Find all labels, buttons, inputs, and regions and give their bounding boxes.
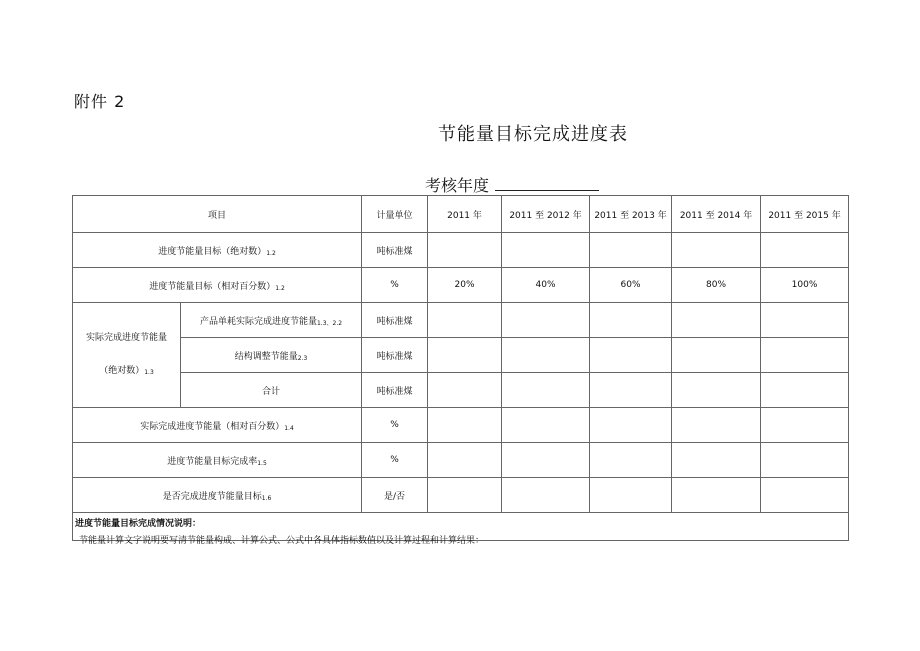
value-cell[interactable]	[761, 233, 849, 268]
value-cell[interactable]	[502, 408, 590, 443]
value-cell[interactable]	[590, 478, 672, 513]
row-unit: %	[362, 268, 428, 303]
header-2011-2012: 2011 至 2012 年	[502, 196, 590, 233]
value-cell[interactable]	[672, 408, 761, 443]
header-2011-2015: 2011 至 2015 年	[761, 196, 849, 233]
value-cell[interactable]	[428, 443, 502, 478]
attachment-label: 附件 2	[74, 92, 126, 111]
value-cell[interactable]	[672, 338, 761, 373]
value-cell[interactable]	[590, 303, 672, 338]
row-label: 是否完成进度节能量目标$_{1.6}$	[73, 478, 362, 513]
table-row	[73, 268, 849, 303]
header-unit: 计量单位	[362, 196, 428, 233]
value-cell[interactable]	[502, 478, 590, 513]
row-unit: 是/否	[362, 478, 428, 513]
row-label: 产品单耗实际完成进度节能量$_{1.3、2.2}$	[181, 303, 362, 338]
table-row	[73, 303, 849, 338]
value-cell[interactable]	[590, 233, 672, 268]
value-cell[interactable]	[590, 373, 672, 408]
assessment-year-label: 考核年度	[425, 176, 490, 195]
value-cell[interactable]	[428, 338, 502, 373]
value-cell[interactable]: 20%	[428, 268, 502, 303]
row-label: 合计	[181, 373, 362, 408]
value-cell[interactable]	[761, 478, 849, 513]
row-unit: 吨标准煤	[362, 303, 428, 338]
row-label: 进度节能量目标（绝对数）$_{1.2}$	[73, 233, 362, 268]
notes-cell[interactable]	[73, 513, 849, 546]
row-label: 进度节能量目标（相对百分数）$_{1.2}$	[73, 268, 362, 303]
value-cell[interactable]	[590, 443, 672, 478]
value-cell[interactable]: 60%	[590, 268, 672, 303]
header-2011-2013: 2011 至 2013 年	[590, 196, 672, 233]
value-cell[interactable]	[761, 373, 849, 408]
value-cell[interactable]	[502, 373, 590, 408]
notes-text: 节能量计算文字说明要写清节能量构成、计算公式、公式中各具体指标数值以及计算过程和计算结果：	[79, 536, 485, 546]
value-cell[interactable]	[672, 373, 761, 408]
value-cell[interactable]	[761, 338, 849, 373]
assessment-year-blank	[495, 176, 599, 191]
header-2011: 2011 年	[428, 196, 502, 233]
row-unit: %	[362, 408, 428, 443]
value-cell[interactable]	[428, 233, 502, 268]
table-row	[73, 478, 849, 513]
row-label: 实际完成进度节能量（相对百分数）$_{1.4}$	[73, 408, 362, 443]
header-item: 项目	[73, 196, 362, 233]
group-label: 实际完成进度节能量 （绝对数）$_{1.3}$	[73, 303, 181, 408]
row-label: 进度节能量目标完成率$_{1.5}$	[73, 443, 362, 478]
value-cell[interactable]	[672, 478, 761, 513]
value-cell[interactable]	[590, 408, 672, 443]
table-row	[73, 443, 849, 478]
value-cell[interactable]: 80%	[672, 268, 761, 303]
value-cell[interactable]	[502, 233, 590, 268]
value-cell[interactable]: 100%	[761, 268, 849, 303]
value-cell[interactable]	[672, 443, 761, 478]
notes-title: 进度节能量目标完成情况说明：	[75, 519, 202, 529]
row-label: 结构调整节能量$_{2.3}$	[181, 338, 362, 373]
value-cell[interactable]	[428, 373, 502, 408]
value-cell[interactable]	[428, 478, 502, 513]
table-header-row	[73, 196, 849, 233]
row-unit: 吨标准煤	[362, 373, 428, 408]
value-cell[interactable]	[428, 303, 502, 338]
assessment-year-line	[425, 173, 599, 196]
value-cell[interactable]	[502, 338, 590, 373]
value-cell[interactable]: 40%	[502, 268, 590, 303]
header-2011-2014: 2011 至 2014 年	[672, 196, 761, 233]
notes-row	[73, 513, 849, 541]
value-cell[interactable]	[502, 443, 590, 478]
row-unit: 吨标准煤	[362, 338, 428, 373]
row-unit: 吨标准煤	[362, 233, 428, 268]
value-cell[interactable]	[502, 303, 590, 338]
value-cell[interactable]	[761, 408, 849, 443]
value-cell[interactable]	[590, 338, 672, 373]
table-row	[73, 373, 849, 408]
row-unit: %	[362, 443, 428, 478]
value-cell[interactable]	[761, 303, 849, 338]
table-row	[73, 408, 849, 443]
table-row	[73, 233, 849, 268]
page-title: 节能量目标完成进度表	[438, 124, 628, 145]
energy-saving-progress-table	[72, 195, 849, 546]
value-cell[interactable]	[672, 303, 761, 338]
table-row	[73, 338, 849, 373]
value-cell[interactable]	[761, 443, 849, 478]
value-cell[interactable]	[672, 233, 761, 268]
value-cell[interactable]	[428, 408, 502, 443]
